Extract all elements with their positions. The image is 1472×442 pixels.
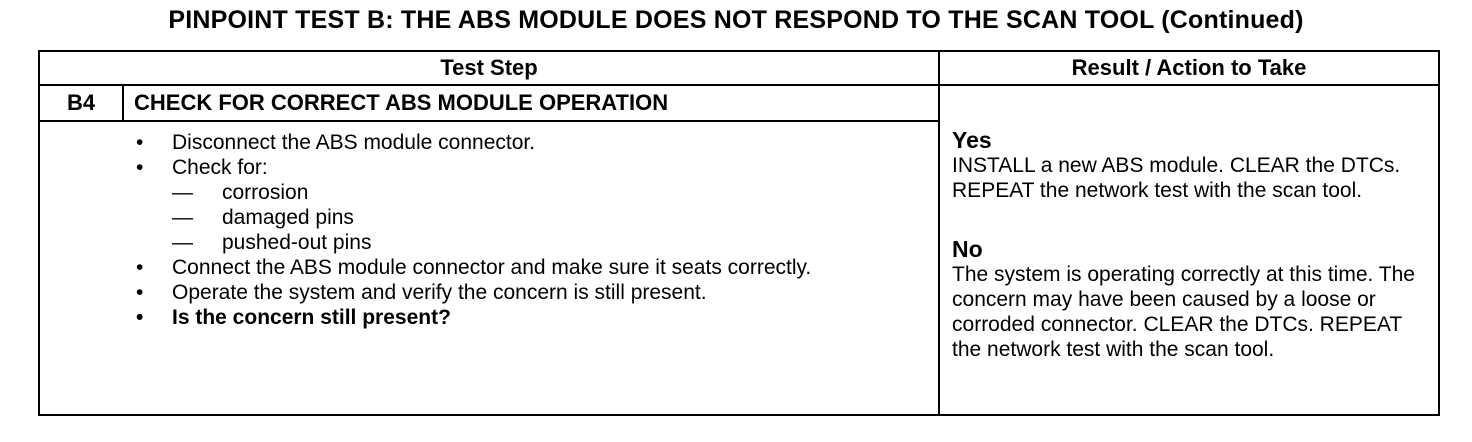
list-item: [134, 130, 938, 155]
list-item: [134, 280, 938, 305]
header-test-step: Test Step: [39, 51, 939, 85]
yes-label: Yes: [952, 127, 992, 153]
bullet-text: Disconnect the ABS module connector.: [172, 131, 536, 154]
bullet-icon: •: [136, 306, 144, 329]
no-label: No: [952, 236, 983, 262]
page-title: PINPOINT TEST B: THE ABS MODULE DOES NOT RESPOND TO THE SCAN TOOL (Continued): [168, 6, 1304, 34]
step-id: B4: [39, 85, 123, 121]
pinpoint-test-table: [38, 50, 1440, 416]
step-title-row: [39, 85, 1439, 121]
list-item: [134, 155, 938, 255]
dash-icon: —: [172, 181, 193, 204]
step-title: CHECK FOR CORRECT ABS MODULE OPERATION: [123, 85, 939, 121]
list-item: [134, 255, 938, 280]
sub-item-text: pushed-out pins: [222, 231, 372, 254]
no-text: The system is operating correctly at this time. The concern may have been caused by a loose or corroded connector. CLEAR the DTCs. REPEAT the network test with the scan tool.: [952, 263, 1415, 361]
bullet-text: Connect the ABS module connector and make sure it seats correctly.: [172, 256, 812, 279]
bullet-text: Operate the system and verify the concern is still present.: [172, 281, 707, 304]
sub-item-text: corrosion: [222, 181, 309, 204]
sub-list-item: [172, 205, 938, 230]
bullet-icon: •: [136, 156, 144, 179]
check-sub-list: [172, 180, 938, 255]
yes-block: [952, 127, 1430, 203]
bullet-icon: •: [136, 131, 144, 154]
bullet-icon: •: [136, 281, 144, 304]
question-text: Is the concern still present?: [172, 306, 451, 329]
steps-cell: [39, 121, 939, 415]
dash-icon: —: [172, 231, 193, 254]
bullet-icon: •: [136, 256, 144, 279]
bullet-text: Check for:: [172, 156, 268, 179]
yes-text: INSTALL a new ABS module. CLEAR the DTCs. REPEAT the network test with the scan tool.: [952, 154, 1401, 202]
sub-list-item: [172, 230, 938, 255]
result-cell: [939, 85, 1439, 415]
no-block: [952, 236, 1430, 362]
sub-list-item: [172, 180, 938, 205]
dash-icon: —: [172, 206, 193, 229]
header-result-action: Result / Action to Take: [939, 51, 1439, 85]
step-bullet-list: [40, 130, 938, 330]
sub-item-text: damaged pins: [222, 206, 354, 229]
table-header-row: [39, 51, 1439, 85]
list-item: [134, 305, 938, 330]
